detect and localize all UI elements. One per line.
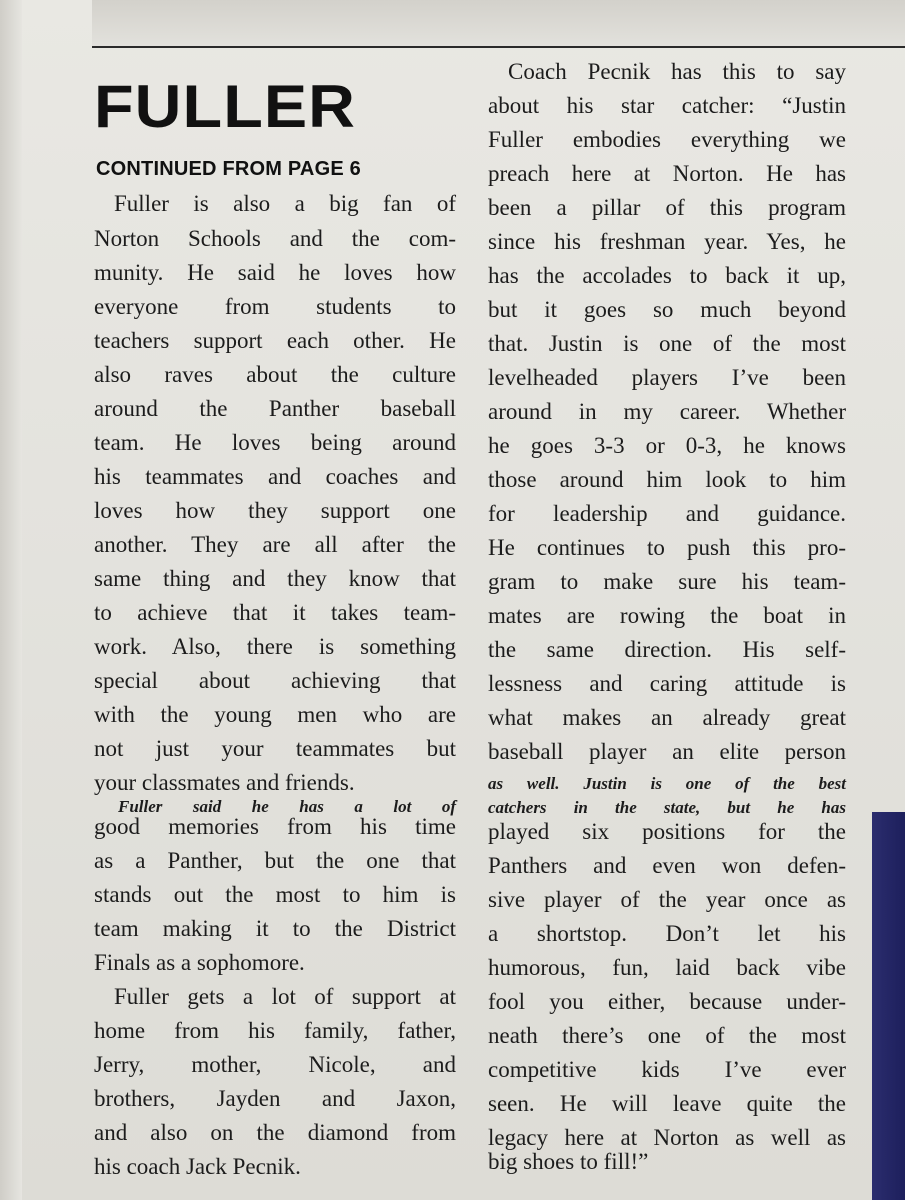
left-column-line: stands out the most to him is	[94, 882, 456, 907]
right-column-line: he goes 3-3 or 0-3, he knows	[488, 433, 846, 458]
left-column-line: Fuller gets a lot of support at	[114, 984, 456, 1009]
left-column-line: his teammates and coaches and	[94, 464, 456, 489]
left-column-line: same thing and they know that	[94, 566, 456, 591]
previous-article-bleed	[92, 0, 905, 48]
right-column-line: He continues to push this pro-	[488, 535, 846, 560]
right-column-line: baseball player an elite person	[488, 739, 846, 764]
right-column-line: since his freshman year. Yes, he	[488, 229, 846, 254]
adjacent-ad-block	[872, 812, 905, 1200]
left-column-line: everyone from students to	[94, 294, 456, 319]
left-column-line: Jerry, mother, Nicole, and	[94, 1052, 456, 1077]
left-column-line: your classmates and friends.	[94, 770, 355, 795]
right-column-line: gram to make sure his team-	[488, 569, 846, 594]
right-column-line: competitive kids I’ve ever	[488, 1057, 846, 1082]
left-column-line: munity. He said he loves how	[94, 260, 456, 285]
left-column-line: brothers, Jayden and Jaxon,	[94, 1086, 456, 1111]
left-column-line: teachers support each other. He	[94, 328, 456, 353]
right-column-line: sive player of the year once as	[488, 887, 846, 912]
right-column-line: the same direction. His self-	[488, 637, 846, 662]
right-column-line: fool you either, because under-	[488, 989, 846, 1014]
left-column-line: Finals as a sophomore.	[94, 950, 305, 975]
left-column-line: team. He loves being around	[94, 430, 456, 455]
right-column-line: lessness and caring attitude is	[488, 671, 846, 696]
right-column-line: catchers in the state, but he has	[488, 798, 846, 817]
left-column-line: and also on the diamond from	[94, 1120, 456, 1145]
right-column-line: humorous, fun, laid back vibe	[488, 955, 846, 980]
right-column-line: those around him look to him	[488, 467, 846, 492]
left-column-line: special about achieving that	[94, 668, 456, 693]
right-column-line: Panthers and even won defen-	[488, 853, 846, 878]
right-column-line: Fuller embodies everything we	[488, 127, 846, 152]
right-column-line: big shoes to fill!”	[488, 1149, 649, 1174]
left-column-line: team making it to the District	[94, 916, 456, 941]
right-column-line: a shortstop. Don’t let his	[488, 921, 846, 946]
right-column-line: but it goes so much beyond	[488, 297, 846, 322]
right-column-line: as well. Justin is one of the best	[488, 774, 846, 793]
page-fold-shadow	[0, 0, 22, 1200]
left-column-line: work. Also, there is something	[94, 634, 456, 659]
left-column-line: around the Panther baseball	[94, 396, 456, 421]
right-column-line: neath there’s one of the most	[488, 1023, 846, 1048]
right-column-line: levelheaded players I’ve been	[488, 365, 846, 390]
right-column-line: for leadership and guidance.	[488, 501, 846, 526]
right-column-line: around in my career. Whether	[488, 399, 846, 424]
right-column-line: mates are rowing the boat in	[488, 603, 846, 628]
right-column-line: about his star catcher: “Justin	[488, 93, 846, 118]
left-column-line: Norton Schools and the com-	[94, 226, 456, 251]
left-column-line: his coach Jack Pecnik.	[94, 1154, 301, 1179]
left-column-line: home from his family, father,	[94, 1018, 456, 1043]
left-column-line: another. They are all after the	[94, 532, 456, 557]
left-column-line: Fuller said he has a lot of	[118, 797, 456, 816]
right-column-line: has the accolades to back it up,	[488, 263, 846, 288]
right-column-line: legacy here at Norton as well as	[488, 1125, 846, 1150]
left-column-line: good memories from his time	[94, 814, 456, 839]
right-column-line: seen. He will leave quite the	[488, 1091, 846, 1116]
left-column-line: to achieve that it takes team-	[94, 600, 456, 625]
right-column-line: Coach Pecnik has this to say	[508, 59, 846, 84]
headline: FULLER	[94, 73, 357, 140]
left-column-line: loves how they support one	[94, 498, 456, 523]
right-column-line: been a pillar of this program	[488, 195, 846, 220]
right-column-line: that. Justin is one of the most	[488, 331, 846, 356]
right-column-line: played six positions for the	[488, 819, 846, 844]
continued-label: CONTINUED FROM PAGE 6	[96, 158, 361, 180]
left-column-line: not just your teammates but	[94, 736, 456, 761]
left-column-line: also raves about the culture	[94, 362, 456, 387]
right-column-line: what makes an already great	[488, 705, 846, 730]
left-column-line: as a Panther, but the one that	[94, 848, 456, 873]
left-column-line: Fuller is also a big fan of	[114, 191, 456, 216]
right-column-line: preach here at Norton. He has	[488, 161, 846, 186]
left-column-line: with the young men who are	[94, 702, 456, 727]
